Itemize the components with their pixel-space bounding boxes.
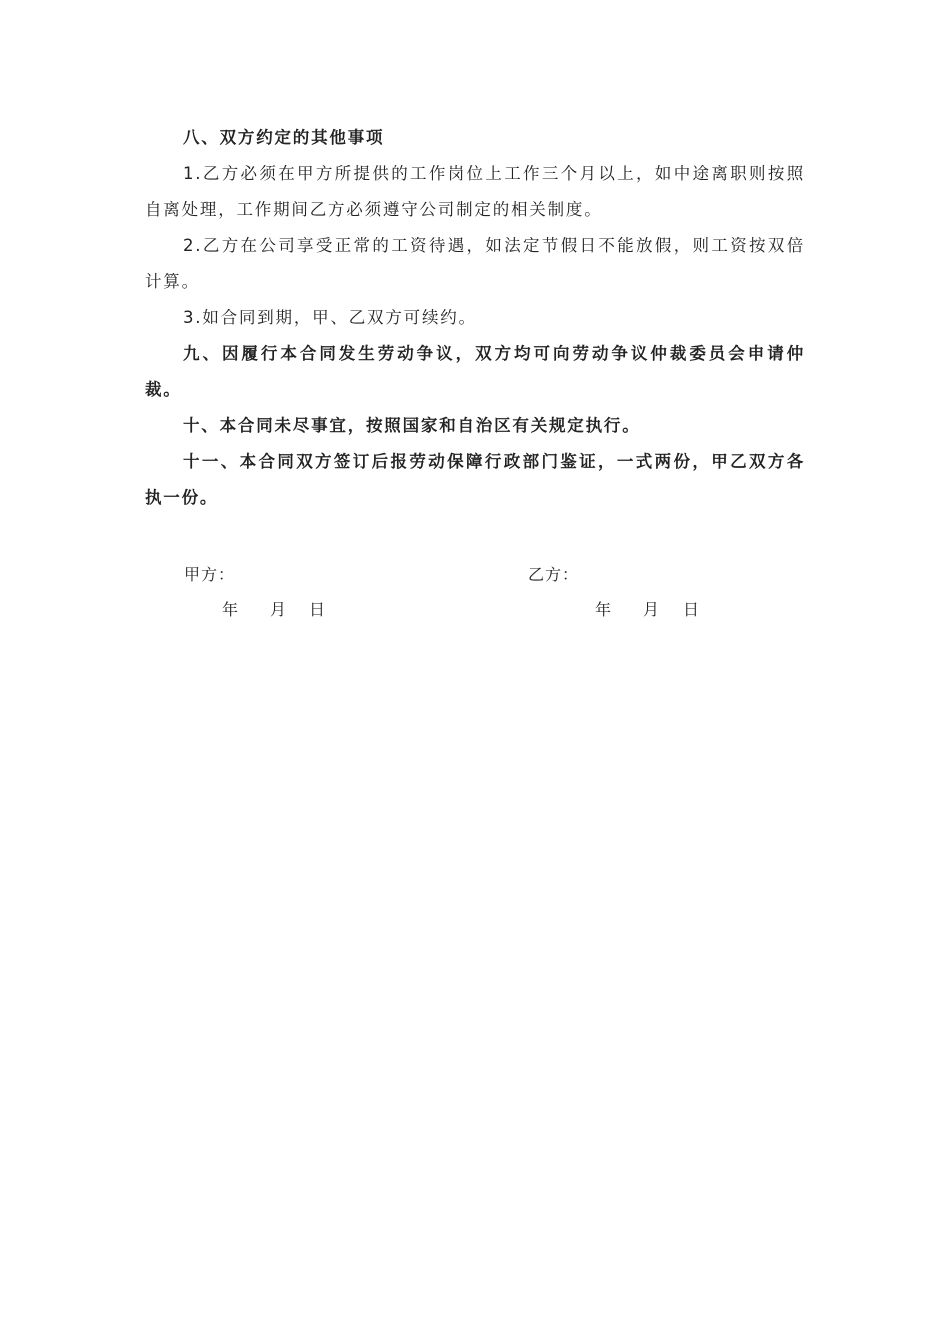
party-a-month: 月 — [270, 600, 287, 619]
section-8-title: 八、双方约定的其他事项 — [183, 128, 385, 147]
section-10: 十、本合同未尽事宜，按照国家和自治区有关规定执行。 — [183, 416, 641, 435]
party-b-day: 日 — [683, 600, 700, 619]
party-b-month: 月 — [643, 600, 660, 619]
party-a-label: 甲方： — [184, 565, 236, 584]
section-8-item-1: 1.乙方必须在甲方所提供的工作岗位上工作三个月以上，如中途离职则按照自离处理，工作期间乙方必须遵守公司制定的相关制度。 — [145, 164, 805, 219]
section-8-item-3: 3.如合同到期，甲、乙双方可续约。 — [183, 308, 477, 327]
section-9: 九、因履行本合同发生劳动争议，双方均可向劳动争议仲裁委员会申请仲裁。 — [145, 344, 805, 399]
party-b-date — [0, 598, 950, 622]
section-8-item-2: 2.乙方在公司享受正常的工资待遇，如法定节假日不能放假，则工资按双倍计算。 — [145, 236, 805, 291]
party-a-year: 年 — [222, 600, 239, 619]
party-b-year: 年 — [595, 600, 612, 619]
section-11: 十一、本合同双方签订后报劳动保障行政部门鉴证，一式两份，甲乙双方各执一份。 — [145, 452, 805, 507]
party-b-label: 乙方： — [528, 565, 580, 584]
party-a-day: 日 — [309, 600, 326, 619]
contract-body — [145, 120, 805, 516]
